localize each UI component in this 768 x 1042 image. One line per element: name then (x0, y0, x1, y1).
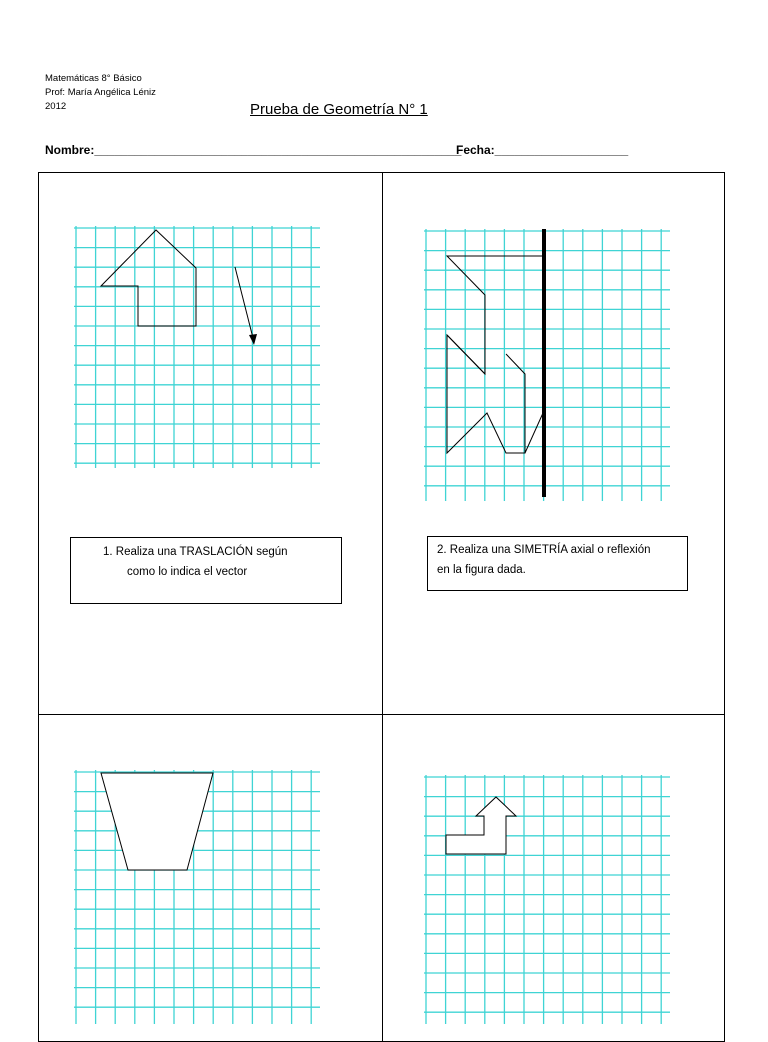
instruction-1-line1: 1. Realiza una TRASLACIÓN según (103, 546, 288, 558)
grid-translation[interactable] (74, 226, 320, 468)
instruction-box-1 (70, 537, 342, 604)
translation-vector (235, 267, 254, 342)
instruction-1-line2: como lo indica el vector (127, 566, 248, 578)
name-field[interactable]: Nombre:_______________________________________________________ (45, 143, 462, 157)
grid-trapezoid[interactable] (74, 770, 320, 1024)
header-subject: Matemáticas 8° Básico (45, 73, 142, 84)
date-field[interactable]: Fecha:____________________ (456, 143, 629, 157)
page-title: Prueba de Geometría N° 1 (250, 101, 428, 118)
grid-symmetry[interactable] (424, 229, 670, 501)
header-teacher: Prof: María Angélica Léniz (45, 87, 156, 98)
instruction-box-2 (427, 536, 688, 591)
instruction-2-line1: 2. Realiza una SIMETRÍA axial o reflexión (437, 544, 651, 556)
trapezoid-shape (101, 773, 213, 870)
arrow-shape (446, 797, 516, 854)
symmetry-figure (447, 256, 543, 453)
grid-arrow[interactable] (424, 775, 670, 1024)
table-vertical-divider (382, 173, 383, 1041)
table-horizontal-divider (39, 714, 724, 715)
header-year: 2012 (45, 101, 67, 112)
instruction-2-line2: en la figura dada. (437, 564, 526, 576)
